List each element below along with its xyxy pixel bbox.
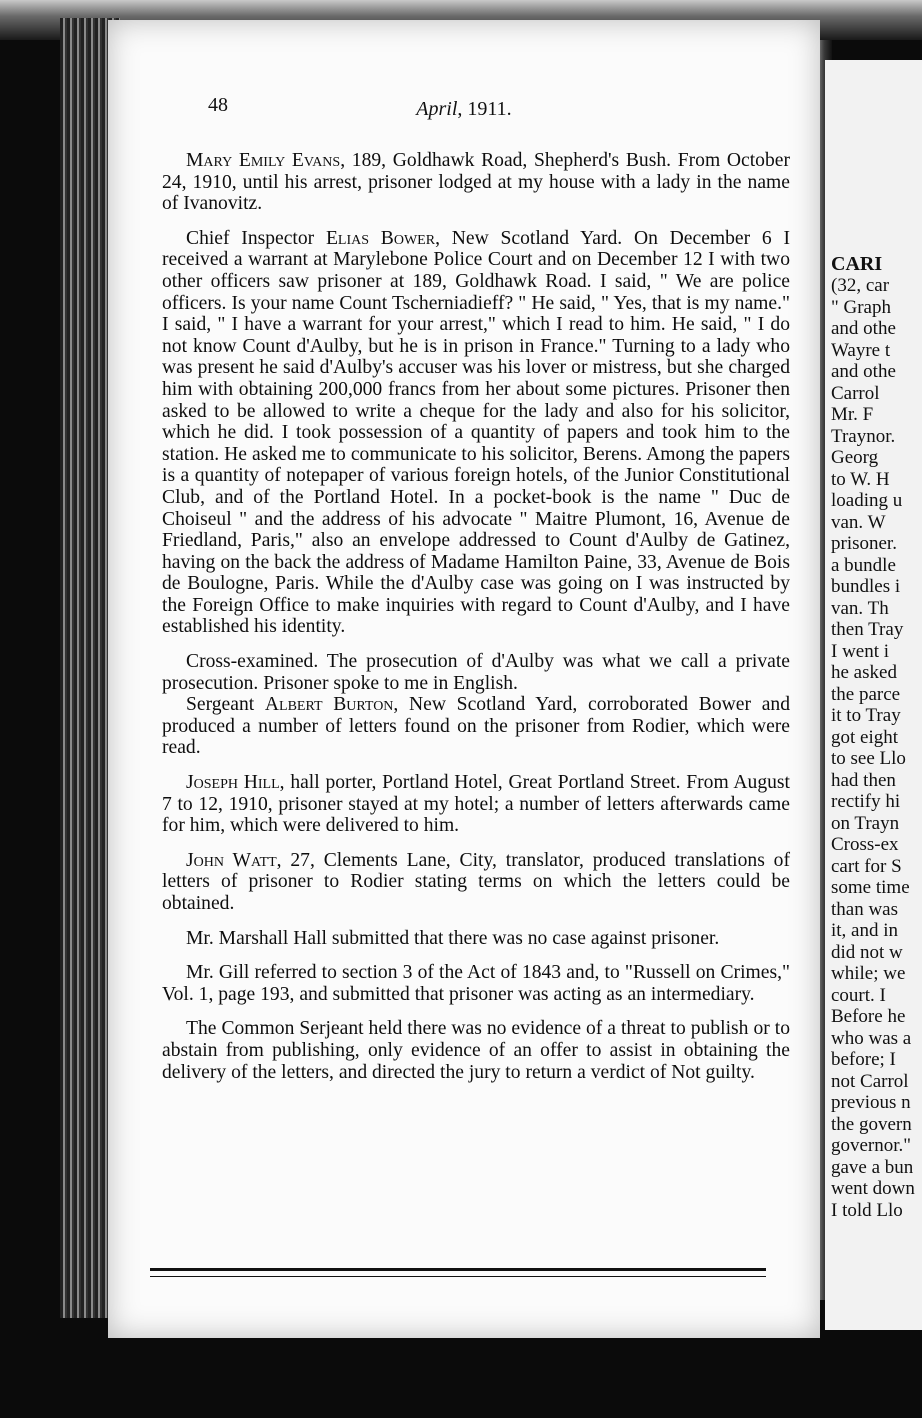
facing-line: Wayre t xyxy=(831,339,891,361)
facing-line: while; we xyxy=(831,963,906,984)
facing-line xyxy=(825,125,922,147)
facing-line: Traynor. xyxy=(831,425,896,447)
facing-line: CARI xyxy=(831,252,883,275)
facing-line: Carrol xyxy=(831,382,880,404)
facing-line xyxy=(825,211,922,233)
paragraph-text: , hall porter, Portland Hotel, Great Portland Street. From August 7 to 12, 1910, prisoner stayed at my hotel; a number of letters afterwards came for him, which were delivered to him. xyxy=(162,772,790,837)
facing-line: than was xyxy=(831,898,899,920)
paragraph-text: Mr. Marshall Hall submitted that there was no case against prisoner. xyxy=(186,927,720,949)
facing-line: to W. H xyxy=(831,468,890,490)
facing-line: did not w xyxy=(831,941,903,963)
paragraph-1 xyxy=(162,150,790,215)
paragraph-5 xyxy=(162,772,790,837)
facing-line: the parce xyxy=(831,683,901,705)
facing-line xyxy=(825,189,922,211)
paragraph-text: , 27, Clements Lane, City, translator, produced translations of letters of prisoner to Rodier stating terms on which the letters could be obtained. xyxy=(162,849,790,914)
facing-line xyxy=(825,168,922,190)
facing-line: van. Th xyxy=(831,597,889,619)
witness-name: Elias Bower xyxy=(325,227,436,249)
facing-line: to see Llo xyxy=(831,748,906,769)
facing-line: I told Llo xyxy=(831,1199,903,1221)
facing-line: and othe xyxy=(831,318,896,339)
facing-line: it, and in xyxy=(831,920,899,941)
facing-line: got eight xyxy=(831,726,899,748)
facing-line: I went i xyxy=(831,640,890,662)
paragraph-7 xyxy=(162,928,790,950)
facing-line: went down xyxy=(831,1178,915,1199)
paragraph-6 xyxy=(162,850,790,915)
facing-line: the govern xyxy=(831,1113,912,1135)
running-head-year: , 1911. xyxy=(457,98,512,120)
paragraph-8 xyxy=(162,962,790,1005)
witness-name: John Watt xyxy=(186,849,277,871)
facing-line: some time xyxy=(831,877,910,898)
paragraph-4 xyxy=(162,694,790,759)
paragraph-text: , New Scotland Yard. On December 6 I received a warrant at Marylebone Police Court and on December 12 I with two other officers saw prisoner at 189, Goldhawk Road. I said, " We are police officers. Is your name Count Tscherniadieff? " He said, " Yes, that is my name." I said, " I have a warrant for your arrest," which I read to him. He said, " I do not know Count d'Aulby, but he is in prison in France." Turning to a lady who was present he said d'Aulby's accuser was his lover or mistress, but she charged him with obtaining 200,000 francs from her about some pictures. Prisoner then asked to be allowed to write a cheque for the lady and also for his solicitor, which he did. I took possession of a quantity of papers and took him to the station. He asked me to communicate to his solicitor, Berens. Among the papers is a quantity of notepaper of various foreign hotels, of the Junior Constitutional Club, and of the Portland Hotel. In a pocket-book is the name " Duc de Choiseul " and the address of his advocate " Maitre Plumont, 16, Avenue de Friedland, Paris," also an envelope addressed to Count d'Aulby de Gatinez, having on the back the address of Madame Hamilton Paine, 33, Avenue de Bois de Boulogne, Paris. While the d'Aulby case was going on I was instructed by the Foreign Office to make inquiries with regard to Count d'Aulby, and I have established his identity. xyxy=(162,227,790,638)
running-head xyxy=(108,98,820,121)
facing-line: on Trayn xyxy=(831,812,900,834)
page-number: 48 xyxy=(208,94,228,116)
facing-line xyxy=(825,82,922,104)
facing-line: Before he xyxy=(831,1006,906,1027)
book-page xyxy=(108,20,820,1338)
paragraph-3 xyxy=(162,651,790,694)
paragraph-9 xyxy=(162,1018,790,1083)
facing-line: then Tray xyxy=(831,619,904,640)
paragraph-text: , New Scotland Yard, corroborated Bower and produced a number of letters found on the prisoner from Rodier, which were read. xyxy=(162,694,790,759)
facing-line xyxy=(825,232,922,254)
facing-line: had then xyxy=(831,769,896,791)
witness-name: Joseph Hill xyxy=(186,772,280,794)
facing-line: Cross-ex xyxy=(831,834,899,855)
facing-line: cart for S xyxy=(831,855,902,877)
paragraph-text: Mr. Gill referred to section 3 of the Act of 1843 and, to "Russell on Crimes," Vol. 1, page 193, and submitted that prisoner was acting as an intermediary. xyxy=(162,962,790,1005)
facing-line: bundles i xyxy=(831,576,901,597)
facing-line: gave a bun xyxy=(831,1156,914,1178)
facing-line: prisoner. xyxy=(831,533,897,554)
facing-line: before; I xyxy=(831,1049,896,1070)
facing-line: and othe xyxy=(831,361,896,382)
paragraph-text: Cross-examined. The prosecution of d'Aulby was what we call a private prosecution. Prisoner spoke to me in English. xyxy=(162,651,790,694)
running-head-month: April xyxy=(416,98,458,120)
facing-line: not Carrol xyxy=(831,1070,909,1092)
facing-line: governor." xyxy=(831,1135,912,1156)
facing-line: he asked xyxy=(831,662,897,683)
paragraph-prefix: Chief Inspector xyxy=(186,227,326,249)
end-rule-thin xyxy=(150,1276,766,1277)
facing-page-fragment xyxy=(825,60,922,1330)
facing-line: who was a xyxy=(831,1027,912,1049)
paragraph-2 xyxy=(162,228,790,638)
facing-line xyxy=(825,146,922,168)
facing-line xyxy=(825,60,922,82)
facing-line: Mr. F xyxy=(831,404,874,425)
body-text xyxy=(162,150,790,1083)
witness-name: Albert Burton xyxy=(264,694,394,716)
facing-line: a bundle xyxy=(831,554,896,576)
facing-line: van. W xyxy=(831,511,886,533)
facing-line: Georg xyxy=(831,447,879,468)
paragraph-text: The Common Serjeant held there was no evidence of a threat to publish or to abstain from publishing, only evidence of an offer to assist in obtaining the delivery of the letters, and directed the jury to return a verdict of Not guilty. xyxy=(162,1018,790,1083)
facing-line: it to Tray xyxy=(831,705,901,726)
end-rule-thick xyxy=(150,1268,766,1271)
facing-line: loading u xyxy=(831,490,903,511)
facing-line: court. I xyxy=(831,984,886,1006)
paragraph-text: , 189, Goldhawk Road, Shepherd's Bush. From October 24, 1910, until his arrest, prisoner lodged at my house with a lady in the name of Ivanovitz. xyxy=(162,150,790,215)
paragraph-prefix: Sergeant xyxy=(186,694,265,716)
facing-line: previous n xyxy=(831,1092,911,1113)
facing-line: " Graph xyxy=(831,296,891,318)
witness-name: Mary Emily Evans xyxy=(186,150,341,171)
facing-line xyxy=(825,103,922,125)
facing-line: rectify hi xyxy=(831,791,901,812)
facing-line: (32, car xyxy=(831,275,890,296)
